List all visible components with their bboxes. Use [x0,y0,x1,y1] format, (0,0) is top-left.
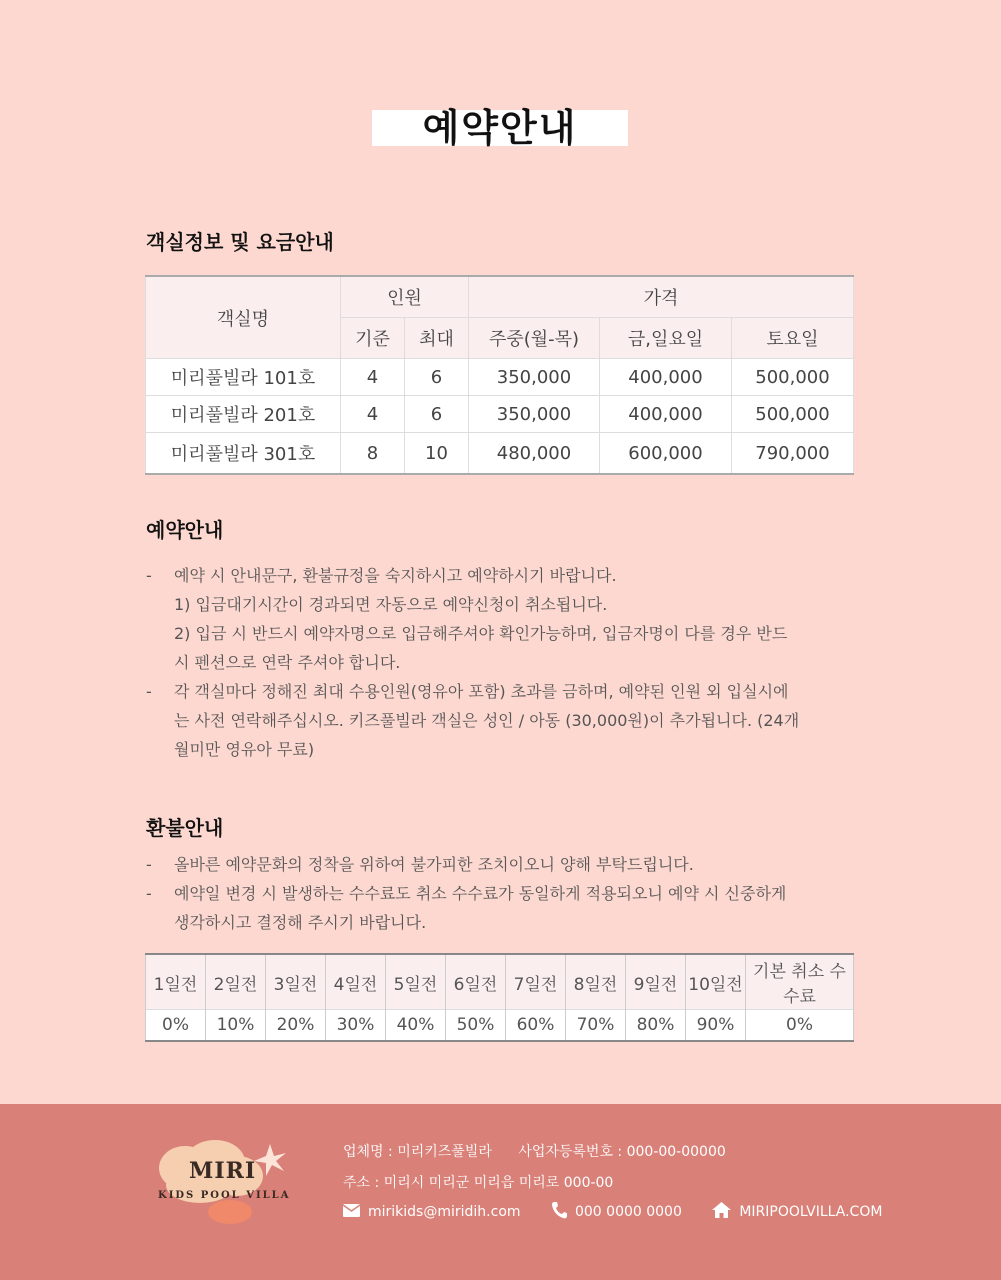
saturday-price: 790,000 [732,433,854,475]
col-max: 최대 [405,318,469,359]
refund-header: 6일전 [446,954,506,1010]
refund-header: 3일전 [266,954,326,1010]
table-row [146,433,854,475]
note-line: 각 객실마다 정해진 최대 수용인원(영유아 포함) 초과를 금하며, 예약된 인원 외 입실시에 [174,682,789,701]
refund-header: 4일전 [326,954,386,1010]
room-name: 미리풀빌라 301호 [146,433,341,475]
refund-heading: 환불안내 [146,816,224,840]
weekday-price: 350,000 [469,396,600,433]
refund-value: 70% [566,1010,626,1042]
rates-heading: 객실정보 및 요금안내 [146,230,334,254]
refund-value: 80% [626,1010,686,1042]
refund-value: 50% [446,1010,506,1042]
company-info [343,1141,726,1161]
refund-header: 2일전 [206,954,266,1010]
weekday-price: 350,000 [469,359,600,396]
room-name: 미리풀빌라 201호 [146,396,341,433]
address: 주소 : 미리시 미리군 미리읍 미리로 000-00 [343,1175,614,1191]
dash-bullet: - [146,566,152,585]
fri-sun-price: 600,000 [600,433,732,475]
saturday-price: 500,000 [732,396,854,433]
max-count: 6 [405,359,469,396]
refund-value: 90% [686,1010,746,1042]
phone-number[interactable]: 000 0000 0000 [574,1204,682,1220]
col-fri-sun: 금,일요일 [600,318,732,359]
note-item [146,677,856,764]
refund-header: 1일전 [146,954,206,1010]
refund-header: 8일전 [566,954,626,1010]
rate-table [145,275,854,475]
dash-bullet: - [146,884,152,903]
note-line: 생각하시고 결정해 주시기 바랍니다. [174,913,427,932]
fri-sun-price: 400,000 [600,359,732,396]
refund-value: 0% [146,1010,206,1042]
website-link[interactable]: MIRIPOOLVILLA.COM [739,1204,883,1220]
base-count: 4 [341,396,405,433]
note-line: 월미만 영유아 무료) [174,740,315,759]
mail-icon [343,1204,360,1221]
note-item [146,850,856,879]
logo-sub-text: KIDS POOL VILLA [158,1190,291,1201]
base-count: 4 [341,359,405,396]
refund-table [145,953,854,1042]
note-line: 2) 입금 시 반드시 예약자명으로 입금해주셔야 확인가능하며, 입금자명이 다를 경우 반드 [174,624,788,643]
refund-header: 10일전 [686,954,746,1010]
note-line: 1) 입금대기시간이 경과되면 자동으로 예약신청이 취소됩니다. [174,595,608,614]
refund-notes [146,850,856,937]
room-name: 미리풀빌라 101호 [146,359,341,396]
note-line: 는 사전 연락해주십시오. 키즈풀빌라 객실은 성인 / 아동 (30,000원)이 추가됩니다. (24개 [174,711,800,730]
max-count: 10 [405,433,469,475]
refund-header: 9일전 [626,954,686,1010]
fri-sun-price: 400,000 [600,396,732,433]
page-title: 예약안내 [422,106,578,150]
col-weekday: 주중(월-목) [469,318,600,359]
col-room: 객실명 [146,276,341,359]
base-count: 8 [341,433,405,475]
col-price: 가격 [469,276,854,318]
saturday-price: 500,000 [732,359,854,396]
table-row [146,396,854,433]
note-line: 시 펜션으로 연락 주셔야 합니다. [174,653,401,672]
col-saturday: 토요일 [732,318,854,359]
reservation-heading: 예약안내 [146,518,224,542]
table-row [146,359,854,396]
refund-value: 10% [206,1010,266,1042]
refund-header: 5일전 [386,954,446,1010]
refund-value: 60% [506,1010,566,1042]
cloud-logo-icon [155,1140,295,1230]
col-people: 인원 [341,276,469,318]
reservation-notes [146,561,856,764]
contact-row [343,1201,882,1223]
note-line: 올바른 예약문화의 정착을 위하여 불가피한 조치이오니 양해 부탁드립니다. [174,855,694,874]
note-item [146,879,856,937]
refund-header: 기본 취소 수수료 [746,954,854,1010]
note-line: 예약일 변경 시 발생하는 수수료도 취소 수수료가 동일하게 적용되오니 예약 시 신중하게 [174,884,787,903]
logo [155,1140,295,1230]
refund-value: 0% [746,1010,854,1042]
dash-bullet: - [146,855,152,874]
col-base: 기준 [341,318,405,359]
home-icon [712,1202,731,1222]
refund-header: 7일전 [506,954,566,1010]
max-count: 6 [405,396,469,433]
weekday-price: 480,000 [469,433,600,475]
footer [0,1104,1001,1280]
refund-value: 40% [386,1010,446,1042]
email-link[interactable]: mirikids@miridih.com [368,1204,521,1220]
logo-main-text: MIRI [189,1158,257,1184]
phone-icon [551,1201,567,1223]
business-number: 사업자등록번호 : 000-00-00000 [518,1144,726,1160]
dash-bullet: - [146,682,152,701]
note-item [146,561,856,677]
refund-value: 30% [326,1010,386,1042]
refund-value: 20% [266,1010,326,1042]
note-line: 예약 시 안내문구, 환불규정을 숙지하시고 예약하시기 바랍니다. [174,566,617,585]
company-name: 업체명 : 미리키즈풀빌라 [343,1144,492,1160]
